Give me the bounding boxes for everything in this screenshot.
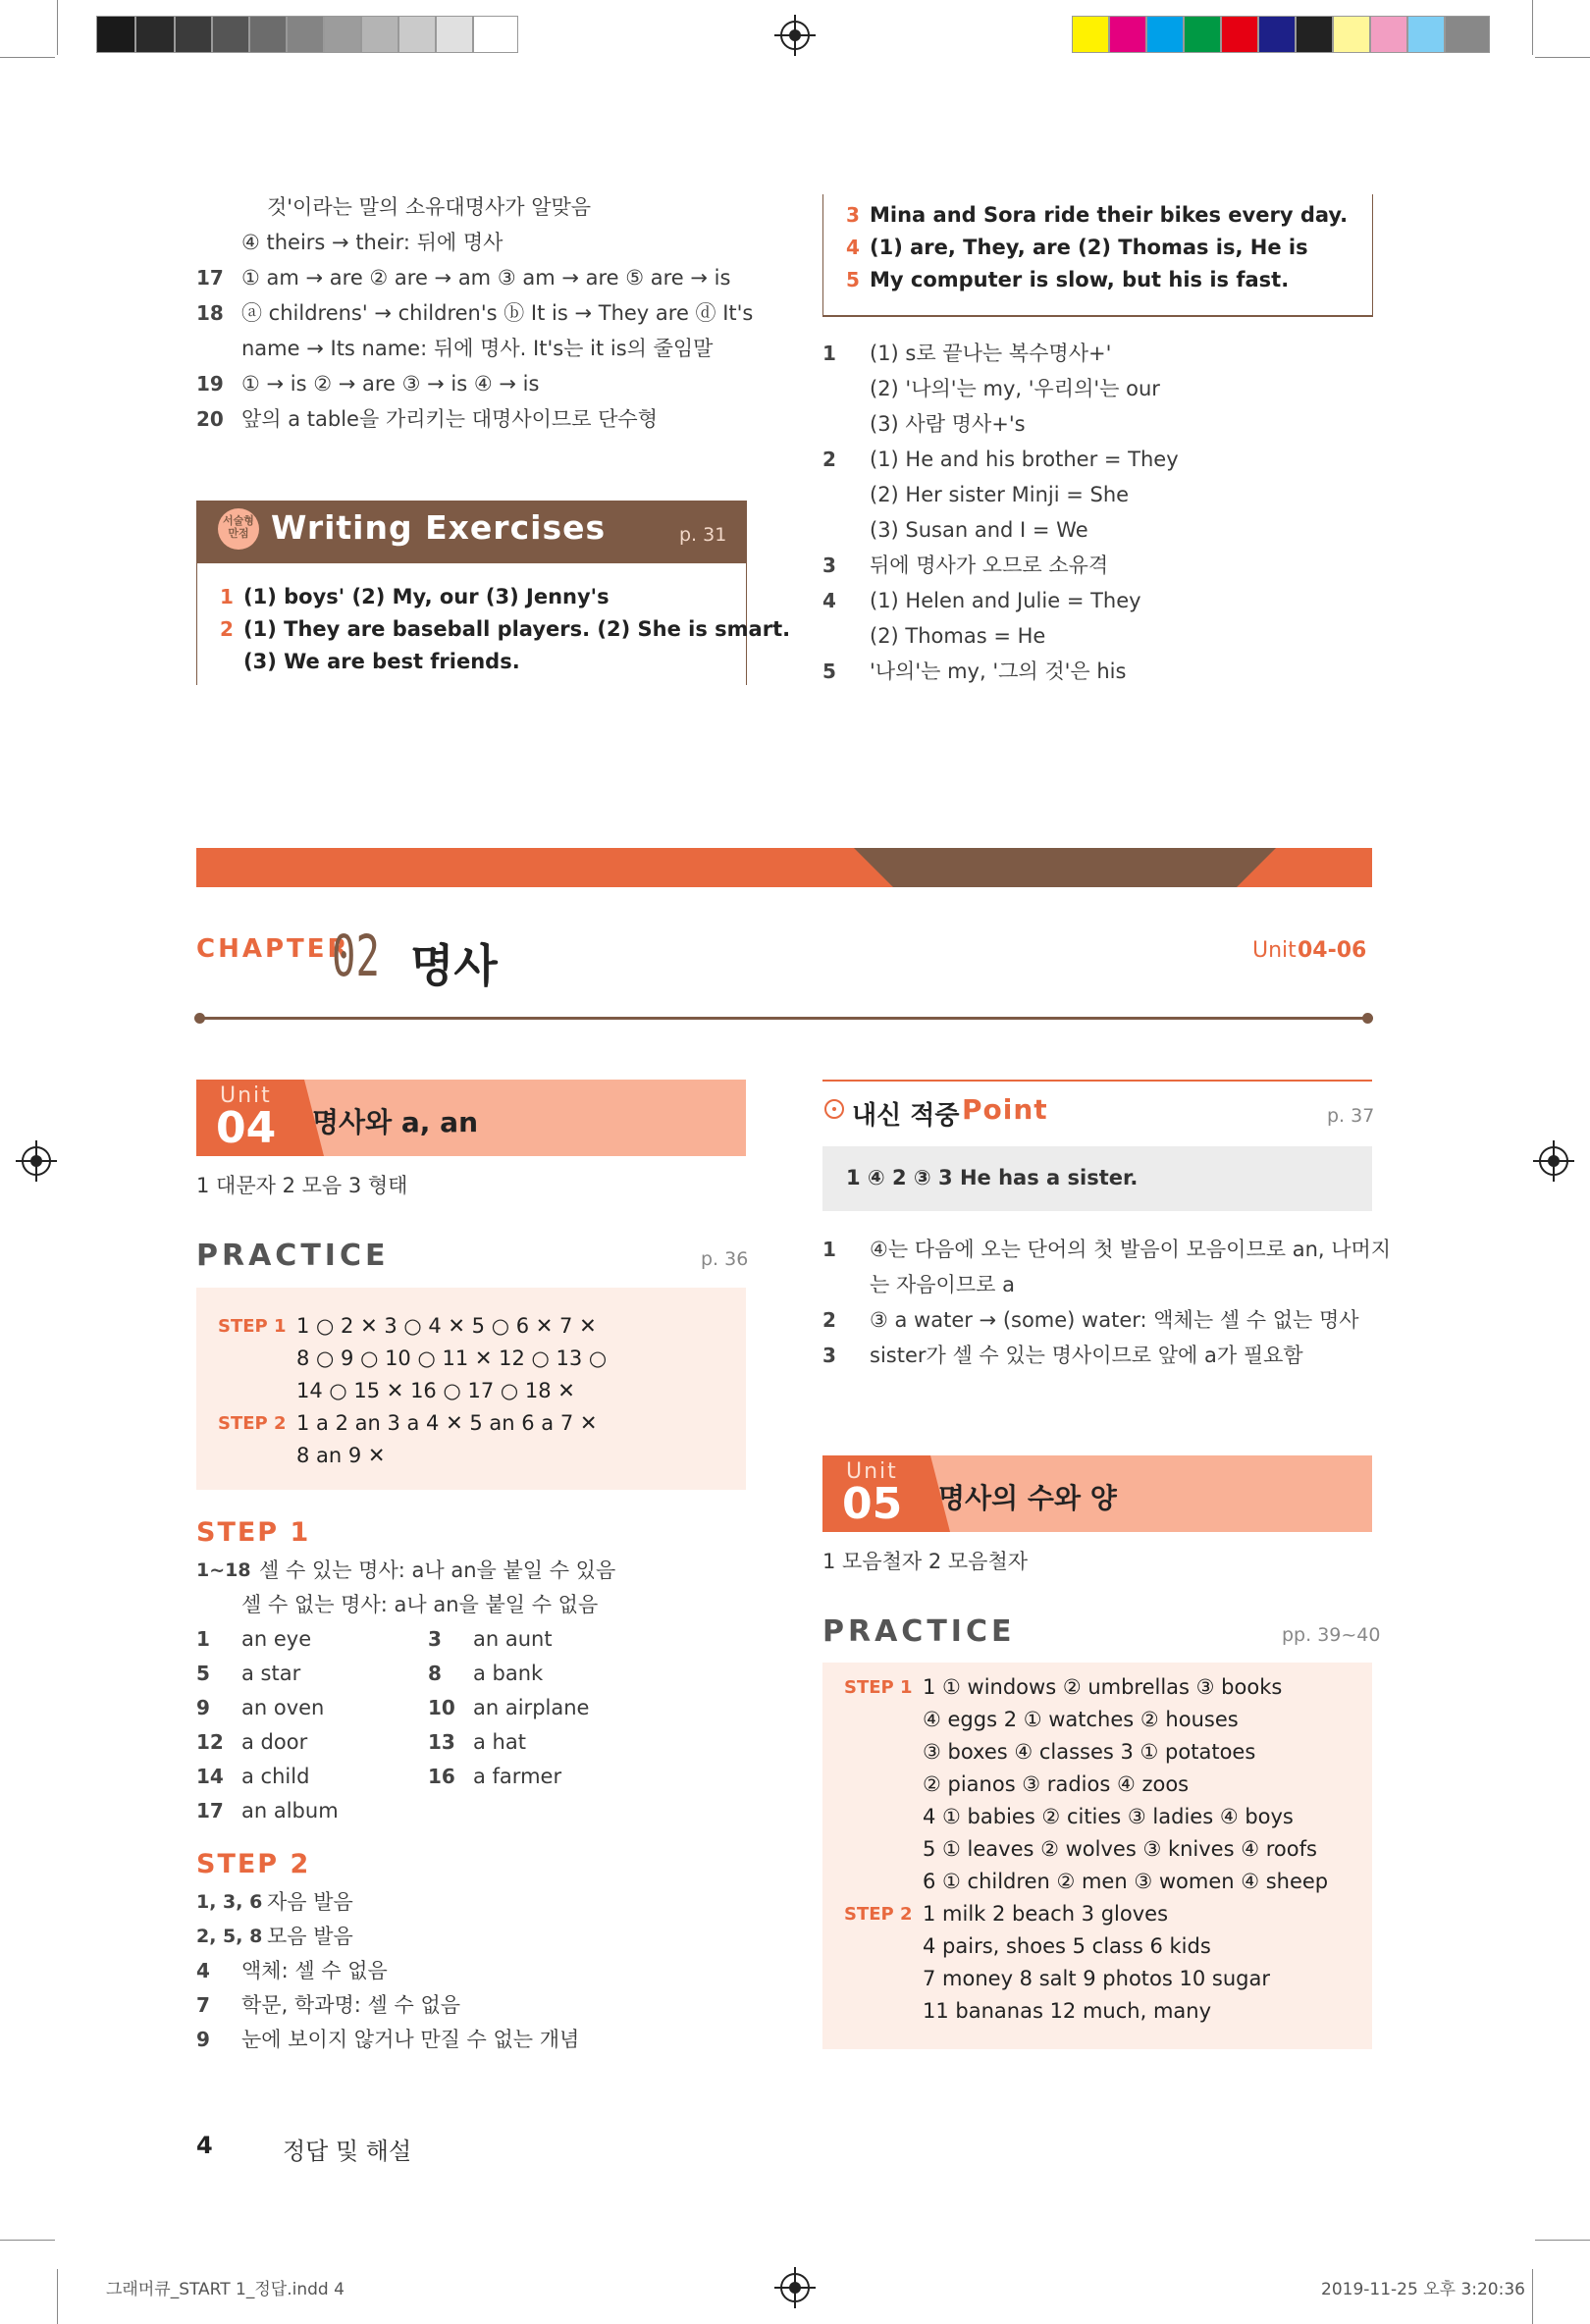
answer-line: (2) '나의'는 my, '우리의'는 our: [870, 377, 1160, 400]
item-number: 20: [196, 407, 224, 431]
answer-line: (1) s로 끝나는 복수명사+': [870, 342, 1112, 365]
item-number: 7: [196, 1993, 210, 2017]
item-number: 5: [846, 268, 860, 291]
unit-range-prefix: Unit: [1252, 938, 1297, 963]
answer-row: 8 ○ 9 ○ 10 ○ 11 ✕ 12 ○ 13 ○: [296, 1347, 608, 1370]
answer-line: (2) Her sister Minji = She: [870, 483, 1130, 506]
item-number: 2: [822, 1308, 836, 1332]
step-label: STEP 2: [218, 1413, 287, 1434]
answer-line: name → Its name: 뒤에 명사. It's는 it is의 줄임말: [241, 337, 714, 360]
answer-line: (3) Susan and I = We: [870, 518, 1088, 542]
page-ref: pp. 39~40: [1282, 1624, 1381, 1646]
step-heading: STEP 1: [196, 1517, 311, 1548]
unit-answers: 1 모음철자 2 모음철자: [822, 1550, 1029, 1573]
item-number: 5: [822, 660, 836, 683]
answer-row: 14 ○ 15 ✕ 16 ○ 17 ○ 18 ✕: [296, 1379, 575, 1402]
item-number: 4: [846, 236, 860, 259]
answer-row: ③ boxes ④ classes 3 ① potatoes: [923, 1740, 1256, 1764]
badge-icon: 서술형 만점: [218, 508, 259, 550]
answer-word: a door: [241, 1730, 308, 1754]
item-number: 8: [428, 1662, 442, 1685]
answer-row: ② pianos ③ radios ④ zoos: [923, 1772, 1190, 1796]
answer-word: a bank: [473, 1662, 544, 1685]
unit-title: 명사와 a, an: [312, 1106, 478, 1138]
writing-page-ref: p. 31: [679, 524, 727, 546]
step-label: STEP 1: [218, 1316, 287, 1337]
practice-heading: PRACTICE: [196, 1239, 390, 1273]
item-number: 4: [822, 589, 836, 612]
answer-row: 1 ① windows ② umbrellas ③ books: [923, 1675, 1283, 1699]
answer-word: an airplane: [473, 1696, 590, 1719]
registration-mark-icon: [780, 21, 810, 50]
answer-word: an oven: [241, 1696, 325, 1719]
item-number: 1: [220, 585, 234, 608]
page-ref: p. 37: [1327, 1105, 1375, 1127]
item-number: 17: [196, 266, 224, 290]
item-number: 1: [196, 1627, 210, 1651]
registration-mark-icon: [22, 1146, 51, 1176]
answer-word: an album: [241, 1799, 339, 1822]
item-number: 3: [428, 1627, 442, 1651]
answer-line: ⓐ childrens' → children's ⓑ It is → They are ⓓ It's: [241, 301, 754, 325]
slug-file: 그래머큐_START 1_정답.indd 4: [106, 2280, 344, 2299]
step-label: STEP 1: [844, 1677, 913, 1698]
item-number: 2: [822, 448, 836, 471]
answer-line: (3) We are best friends.: [243, 650, 520, 673]
answer-word: a farmer: [473, 1765, 562, 1788]
note-line: 눈에 보이지 않거나 만질 수 없는 개념: [241, 2028, 580, 2051]
answer-row: 7 money 8 salt 9 photos 10 sugar: [923, 1967, 1270, 1990]
unit-badge: Unit 04: [196, 1080, 304, 1156]
answer-word: an aunt: [473, 1627, 553, 1651]
item-number: 4: [196, 1959, 210, 1982]
item-number: 3: [822, 1344, 836, 1367]
note-line: 는 자음이므로 a: [870, 1273, 1015, 1296]
note-line: 모음 발음: [267, 1925, 353, 1948]
answer-line: (2) Thomas = He: [870, 624, 1046, 648]
point-title-ko: 내신 적중: [852, 1101, 960, 1131]
step-label: STEP 2: [844, 1904, 913, 1925]
answer-row: 4 pairs, shoes 5 class 6 kids: [923, 1934, 1211, 1958]
chapter-label: CHAPTER: [196, 934, 350, 964]
note-line: ③ a water → (some) water: 액체는 셀 수 없는 명사: [870, 1308, 1359, 1332]
answer-line: Mina and Sora ride their bikes every day.: [870, 203, 1349, 227]
item-number: 3: [846, 203, 860, 227]
answer-line: ① am → are ② are → am ③ am → are ⑤ are → is: [241, 266, 731, 290]
answer-row: 8 an 9 ✕: [296, 1444, 386, 1467]
item-number: 9: [196, 1696, 210, 1719]
chapter-stripe: [196, 848, 1372, 887]
answer-row: 1 a 2 an 3 a 4 ✕ 5 an 6 a 7 ✕: [296, 1411, 598, 1435]
chapter-number: 02: [332, 923, 380, 989]
answer-row: 11 bananas 12 much, many: [923, 1999, 1211, 2023]
answer-row: 1 ○ 2 ✕ 3 ○ 4 ✕ 5 ○ 6 ✕ 7 ✕: [296, 1314, 597, 1338]
answer-line: (1) are, They, are (2) Thomas is, He is: [870, 236, 1308, 259]
slug-timestamp: 2019-11-25 오후 3:20:36: [1321, 2280, 1525, 2299]
writing-title: Writing Exercises: [271, 508, 607, 547]
item-number: 17: [196, 1799, 224, 1822]
unit-answers: 1 대문자 2 모음 3 형태: [196, 1174, 408, 1197]
answer-row: 4 ① babies ② cities ③ ladies ④ boys: [923, 1805, 1294, 1828]
answer-line: 앞의 a table을 가리키는 대명사이므로 단수형: [241, 407, 659, 431]
answer-line: ④ theirs → their: 뒤에 명사: [241, 231, 504, 254]
item-number: 18: [196, 301, 224, 325]
page-number: 4: [196, 2132, 213, 2159]
chapter-title: 명사: [410, 939, 498, 992]
point-title-en: Point: [962, 1093, 1048, 1126]
answer-word: a star: [241, 1662, 301, 1685]
answer-line: ① → is ② → are ③ → is ④ → is: [241, 372, 540, 396]
answer-line: (1) boys' (2) My, our (3) Jenny's: [243, 585, 610, 608]
item-number: 5: [196, 1662, 210, 1685]
item-number: 12: [196, 1730, 224, 1754]
item-number: 2, 5, 8: [196, 1926, 263, 1947]
item-number: 14: [196, 1765, 224, 1788]
item-number: 1, 3, 6: [196, 1891, 263, 1913]
answer-line: My computer is slow, but his is fast.: [870, 268, 1290, 291]
footer-title: 정답 및 해설: [283, 2138, 412, 2165]
item-number: 13: [428, 1730, 455, 1754]
registration-mark-icon: [1539, 1146, 1568, 1176]
note-line: 자음 발음: [267, 1890, 353, 1914]
registration-mark-icon: [780, 2273, 810, 2302]
answer-word: an eye: [241, 1627, 312, 1651]
note-line: 셀 수 없는 명사: a나 an을 붙일 수 없음: [241, 1593, 599, 1616]
unit-badge: Unit 05: [822, 1455, 930, 1532]
note-line: 액체: 셀 수 없음: [241, 1959, 388, 1982]
answer-line: 것'이라는 말의 소유대명사가 알맞음: [267, 195, 592, 219]
note-line: 셀 수 있는 명사: a나 an을 붙일 수 있음: [259, 1558, 616, 1582]
answer-row: 1 milk 2 beach 3 gloves: [923, 1902, 1169, 1926]
target-icon: [824, 1099, 844, 1119]
answer-word: a child: [241, 1765, 310, 1788]
point-answers: 1 ④ 2 ③ 3 He has a sister.: [846, 1166, 1139, 1189]
practice-heading: PRACTICE: [822, 1614, 1016, 1649]
item-number: 1: [822, 342, 836, 365]
item-number: 1~18: [196, 1559, 251, 1581]
answer-line: (3) 사람 명사+'s: [870, 412, 1026, 436]
answer-line: (1) Helen and Julie = They: [870, 589, 1141, 612]
answer-row: ④ eggs 2 ① watches ② houses: [923, 1708, 1239, 1731]
note-line: ④는 다음에 오는 단어의 첫 발음이 모음이므로 an, 나머지: [870, 1238, 1392, 1261]
item-number: 19: [196, 372, 224, 396]
answer-word: a hat: [473, 1730, 526, 1754]
unit-range: 04-06: [1298, 938, 1367, 963]
unit-title: 명사의 수와 양: [938, 1482, 1117, 1514]
answer-row: 5 ① leaves ② wolves ③ knives ④ roofs: [923, 1837, 1317, 1861]
item-number: 3: [822, 554, 836, 577]
page-ref: p. 36: [701, 1248, 749, 1270]
answer-line: '나의'는 my, '그의 것'은 his: [870, 660, 1127, 683]
answer-line: (1) They are baseball players. (2) She is smart.: [243, 617, 791, 641]
note-line: 학문, 학과명: 셀 수 없음: [241, 1993, 461, 2017]
note-line: sister가 셀 수 있는 명사이므로 앞에 a가 필요함: [870, 1344, 1303, 1367]
item-number: 2: [220, 617, 234, 641]
item-number: 1: [822, 1238, 836, 1261]
item-number: 16: [428, 1765, 455, 1788]
step-heading: STEP 2: [196, 1849, 311, 1879]
item-number: 10: [428, 1696, 455, 1719]
answer-line: (1) He and his brother = They: [870, 448, 1179, 471]
answer-row: 6 ① children ② men ③ women ④ sheep: [923, 1870, 1329, 1893]
answer-line: 뒤에 명사가 오므로 소유격: [870, 554, 1109, 577]
item-number: 9: [196, 2028, 210, 2051]
